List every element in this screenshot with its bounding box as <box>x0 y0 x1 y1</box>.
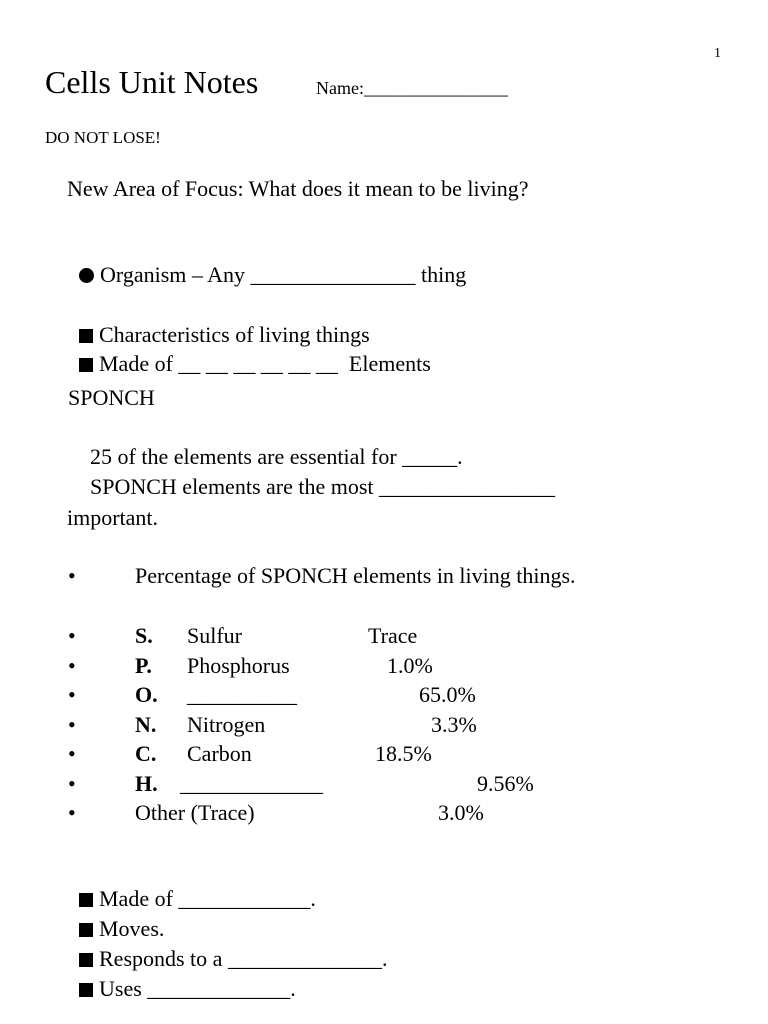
element-letter: H. <box>135 771 158 796</box>
element-percentage: Trace <box>368 623 418 648</box>
element-name: _____________ <box>180 771 323 796</box>
element-letter: S. <box>135 623 153 648</box>
trait-text: Uses _____________. <box>99 976 296 1001</box>
trait-line <box>68 950 296 1002</box>
organism-line <box>68 236 466 288</box>
organism-text: Organism – Any _______________ thing <box>100 262 467 287</box>
element-percentage: 1.0% <box>387 653 433 678</box>
bullet-icon: • <box>68 771 76 796</box>
element-letter: C. <box>135 741 157 766</box>
name-field-label: Name:________________ <box>316 78 508 98</box>
sponch-text-line: SPONCH elements are the most ________________ <box>90 474 556 499</box>
sponch-text-line: 25 of the elements are essential for _____. <box>90 444 463 469</box>
bullet-icon: • <box>68 653 76 678</box>
trait-text: Responds to a ______________. <box>99 946 388 971</box>
page-title: Cells Unit Notes <box>45 64 259 100</box>
characteristic-text: Characteristics of living things <box>99 322 370 347</box>
trait-text: Made of ____________. <box>99 886 316 911</box>
element-percentage: 65.0% <box>419 682 476 707</box>
bullet-icon: • <box>68 712 76 737</box>
focus-question: New Area of Focus: What does it mean to be living? <box>67 176 529 201</box>
element-percentage: 9.56% <box>477 771 534 796</box>
element-name: Nitrogen <box>187 712 266 737</box>
percentage-heading: Percentage of SPONCH elements in living things. <box>135 563 576 588</box>
element-name: Sulfur <box>187 623 242 648</box>
element-name: __________ <box>187 682 297 707</box>
bullet-icon: • <box>68 563 76 588</box>
element-letter: N. <box>135 712 157 737</box>
sponch-heading: SPONCH <box>68 385 155 410</box>
element-letter: O. <box>135 682 158 707</box>
circle-bullet-icon <box>79 268 94 283</box>
element-percentage: 18.5% <box>375 741 432 766</box>
sponch-text-line: important. <box>67 505 159 530</box>
warning-text: DO NOT LOSE! <box>45 128 161 147</box>
other-percentage: 3.0% <box>438 800 484 825</box>
element-letter: P. <box>135 653 152 678</box>
other-label: Other (Trace) <box>135 800 255 825</box>
bullet-icon: • <box>68 623 76 648</box>
element-name: Phosphorus <box>187 653 290 678</box>
element-name: Carbon <box>187 741 252 766</box>
bullet-icon: • <box>68 800 76 825</box>
square-bullet-icon <box>79 983 93 997</box>
characteristic-line <box>68 325 431 377</box>
element-percentage: 3.3% <box>431 712 477 737</box>
bullet-icon: • <box>68 741 76 766</box>
square-bullet-icon <box>79 358 93 372</box>
characteristic-text: Made of __ __ __ __ __ __ Elements <box>99 351 431 376</box>
bullet-icon: • <box>68 682 76 707</box>
page-number: 1 <box>714 46 721 61</box>
trait-text: Moves. <box>99 916 165 941</box>
